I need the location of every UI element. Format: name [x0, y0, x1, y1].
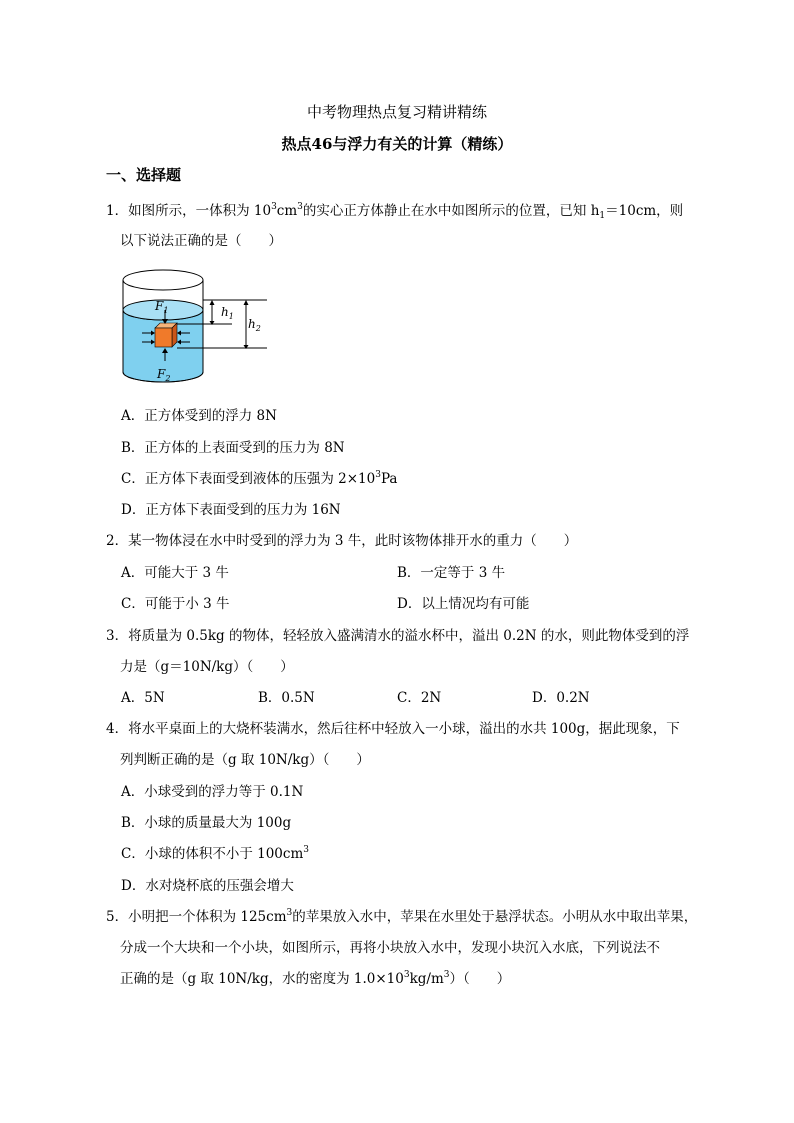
q4-option-a: A．小球受到的浮力等于 0.1N	[121, 784, 304, 800]
q1-option-c: C．正方体下表面受到液体的压强为 $2\times 10^3Pa$	[121, 470, 398, 487]
section-heading: 一、选择题	[106, 166, 182, 184]
question-4-line-1: 4．将水平桌面上的大烧杯装满水，然后往杯中轻放入一小球，溢出的水共 100g，据此现象，下	[106, 721, 680, 737]
question-1-line-1: 1．如图所示，一体积为 $10^3cm^3$的实心正方体静止在水中如图所示的位置，已知 $h_1=10cm$，则	[106, 202, 684, 221]
question-3-line-2: 力是（g＝10N/kg）（ ）	[120, 659, 294, 675]
q4-option-d: D．水对烧杯底的压强会增大	[121, 878, 294, 894]
f1-label: $F_1$	[155, 299, 169, 315]
q2-option-d: D．以上情况均有可能	[397, 596, 530, 612]
q3-option-d: D．0.2N	[532, 690, 590, 706]
q1-option-a: A．正方体受到的浮力 8N	[121, 408, 277, 424]
document-subtitle: 热点46与浮力有关的计算（精练）	[281, 135, 513, 153]
question-1-line-2: 以下说法正确的是（ ）	[120, 233, 282, 249]
question-5-line-3: 正确的是（g 取 10N/kg，水的密度为 $1.0\times 10^3kg/m^3$）（ ）	[120, 970, 511, 987]
q1-option-b: B．正方体的上表面受到的压力为 8N	[121, 440, 345, 456]
q2-option-b: B．一定等于 3 牛	[397, 565, 506, 581]
document-title: 中考物理热点复习精讲精练	[306, 103, 487, 121]
q4-option-b: B．小球的质量最大为 100g	[121, 815, 292, 831]
cube-front-face	[155, 328, 172, 347]
question-5-line-2: 分成一个大块和一个小块，如图所示，再将小块放入水中，发现小块沉入水底，下列说法不	[120, 940, 660, 956]
cylinder-top-rim	[123, 270, 203, 290]
q4-option-c: C．小球的体积不小于 $100cm^3$	[121, 845, 309, 862]
h2-label: $h_2$	[248, 317, 261, 333]
f2-label: $F_2$	[157, 367, 171, 383]
q3-option-c: C．2N	[397, 690, 442, 706]
q3-option-b: B．0.5N	[258, 690, 315, 706]
h1-label: $h_1$	[221, 305, 234, 321]
cylinder-cube-figure	[120, 268, 280, 390]
question-5-line-1: 5．小明把一个体积为 $125cm^3$的苹果放入水中，苹果在水里处于悬浮状态。小明从水中取出苹果，	[106, 908, 698, 925]
q1-option-d: D．正方体下表面受到的压力为 16N	[121, 502, 341, 518]
question-3-line-1: 3．将质量为 0.5kg 的物体，轻轻放入盛满清水的溢水杯中，溢出 0.2N 的水，则此物体受到的浮	[106, 628, 690, 644]
question-4-line-2: 列判断正确的是（g 取 10N/kg）（ ）	[120, 752, 370, 768]
q2-option-a: A．可能大于 3 牛	[121, 565, 229, 581]
h2-arrow-top	[244, 300, 249, 305]
question-2-stem: 2．某一物体浸在水中时受到的浮力为 3 牛，此时该物体排开水的重力（ ）	[106, 533, 578, 549]
q2-option-c: C．可能于小 3 牛	[121, 596, 230, 612]
q3-option-a: A．5N	[121, 690, 165, 706]
h1-arrow-top	[210, 300, 215, 305]
